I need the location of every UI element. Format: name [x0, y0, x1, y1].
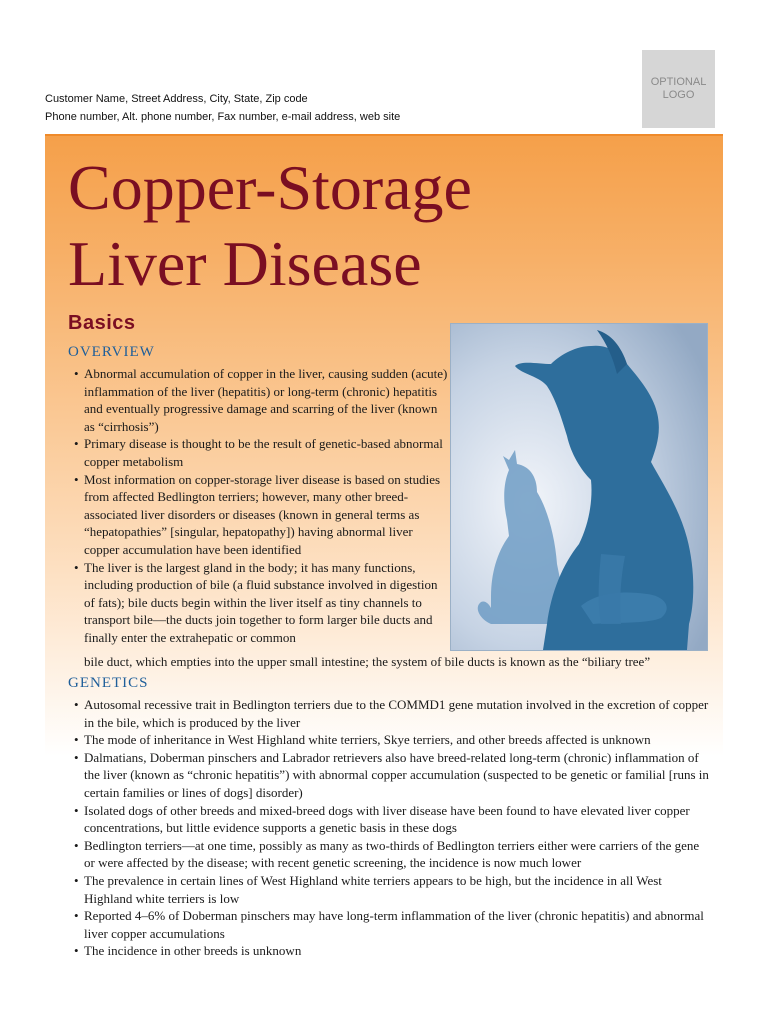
title-line-1: Copper-Storage	[68, 152, 472, 223]
dog-and-cat-silhouette-icon	[450, 323, 708, 651]
list-item: • Most information on copper-storage liver disease is based on studies from affected Bedlington terriers; however, many other breed-associated liver disorders or diseases (known in general terms as “hepatopathies” [singular, hepatopathy]) having abnormal liver copper accumulation have been identified	[70, 471, 450, 559]
genetics-list	[70, 696, 710, 960]
list-item: • The liver is the largest gland in the body; it has many functions, including production of bile (a fluid substance involved in digestion of fats); bile ducts begin within the liver itself as tiny channels to transport bile—the ducts join together to form larger bile ducts and finally enter the extrahepatic or common	[70, 559, 450, 647]
overview-heading: OVERVIEW	[68, 344, 155, 360]
basics-heading: Basics	[68, 312, 136, 334]
list-item: • The incidence in other breeds is unknown	[70, 942, 710, 960]
list-item: • Reported 4–6% of Doberman pinschers may have long-term inflammation of the liver (chronic hepatitis) and abnormal liver copper accumulations	[70, 907, 710, 942]
list-item: • Autosomal recessive trait in Bedlington terriers due to the COMMD1 gene mutation involved in the excretion of copper in the bile, which is produced by the liver	[70, 696, 710, 731]
logo-line-1: OPTIONAL	[650, 76, 707, 88]
optional-logo-placeholder	[642, 50, 715, 128]
list-item: • Dalmatians, Doberman pinschers and Labrador retrievers also have breed-related long-term (chronic) inflammation of the liver (known as “chronic hepatitis”) with abnormal copper accumulation (suspected to be genetic or familial [runs in certain families or lines of dogs] disorder)	[70, 749, 710, 802]
logo-line-2: LOGO	[662, 89, 695, 101]
contact-address: Customer Name, Street Address, City, State, Zip code	[45, 93, 308, 105]
genetics-heading: GENETICS	[68, 675, 149, 691]
list-item: • Abnormal accumulation of copper in the liver, causing sudden (acute) inflammation of the liver (hepatitis) or long-term (chronic) hepatitis and eventually progressive damage and scarring of the liver (known as “cirrhosis”)	[70, 365, 450, 435]
contact-phone: Phone number, Alt. phone number, Fax number, e-mail address, web site	[45, 111, 401, 123]
list-item: • The mode of inheritance in West Highland white terriers, Skye terriers, and other breeds affected is unknown	[70, 731, 710, 749]
title-line-2: Liver Disease	[68, 228, 422, 299]
list-item: • Isolated dogs of other breeds and mixed-breed dogs with liver disease have been found to have elevated liver copper concentrations, but little evidence supports a genetic basis in these dogs	[70, 802, 710, 837]
list-item: • Bedlington terriers—at one time, possibly as many as two-thirds of Bedlington terriers either were carriers of the gene or were affected by the disease; with recent genetic screening, the incidence is now much lower	[70, 837, 710, 872]
list-item: • The prevalence in certain lines of West Highland white terriers appears to be high, but the incidence in all West Highland white terriers is low	[70, 872, 710, 907]
page-title	[68, 150, 472, 302]
list-item: • Primary disease is thought to be the result of genetic-based abnormal copper metabolism	[70, 435, 450, 470]
contact-info	[45, 90, 400, 126]
overview-list	[70, 365, 450, 647]
overview-continuation: bile duct, which empties into the upper small intestine; the system of bile ducts is known as the “biliary tree”	[84, 654, 651, 669]
